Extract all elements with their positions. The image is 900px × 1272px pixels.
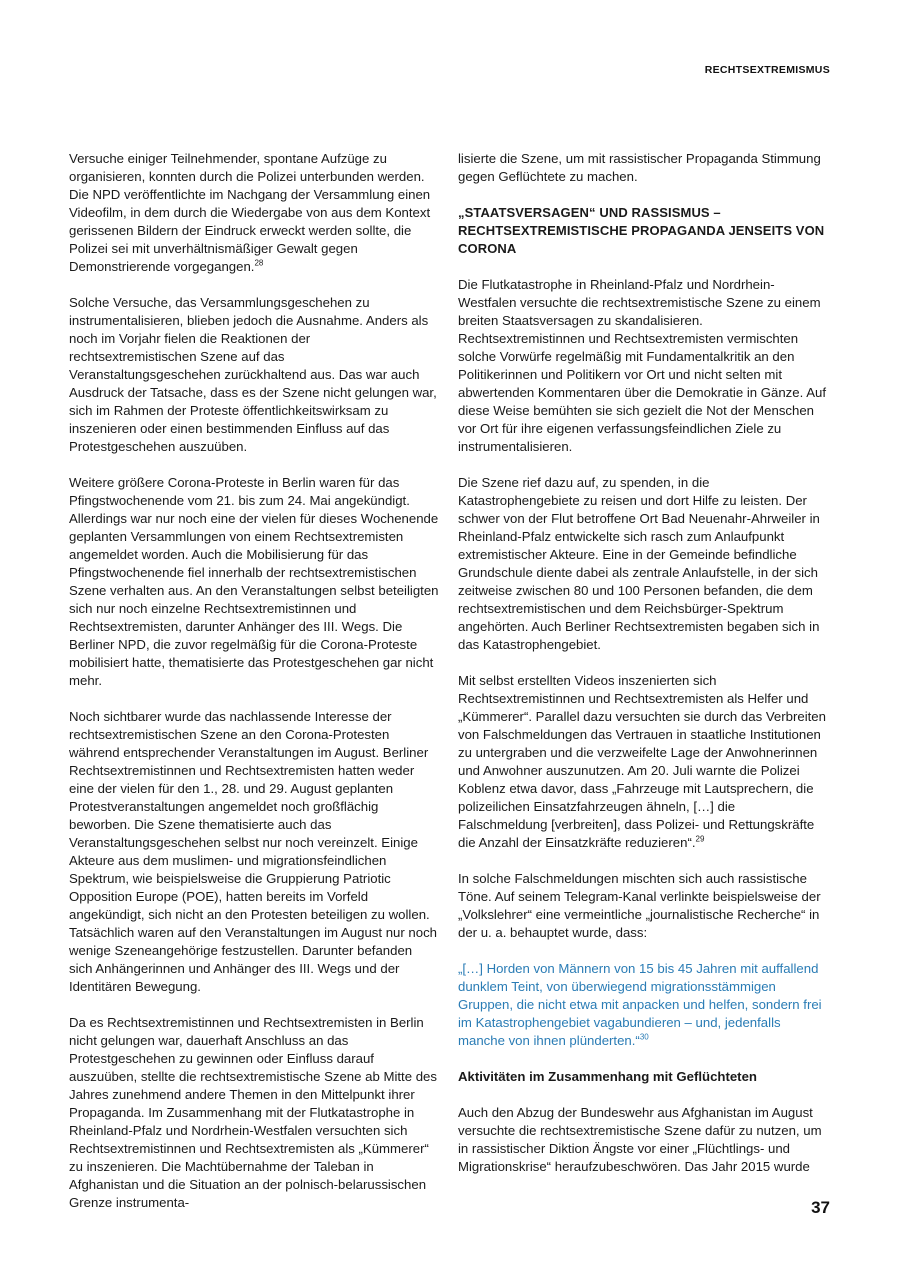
footnote-ref[interactable]: 30 xyxy=(639,1032,649,1042)
paragraph: Da es Rechtsextremistinnen und Rechtsextremisten in Berlin nicht gelungen war, dauerhaft Anschluss an das Protestgeschehen zu gewinnen oder Einfluss darauf auszuüben, stellte die rechtsextremistische Szene ab Mitte des Jahres zunehmend andere Themen in den Mittelpunkt ihrer Propaganda. Im Zusammenhang mit der Flutkatastrophe in Rheinland-Pfalz und Nordrhein-Westfalen versuchten sich Rechtsextremistinnen und Rechtsextremisten als „Kümmerer“ zu inszenieren. Die Machtübernahme der Taleban in Afghanistan und die Situation an der polnisch-belarussischen Grenze instrumenta- xyxy=(69,1015,437,1210)
paragraph: Auch den Abzug der Bundeswehr aus Afghanistan im August versuchte die rechtsextremistische Szene dafür zu nutzen, um in rassistischer Diktion Ängste vor einer „Flüchtlings- und Migrationskrise“ heraufzubeschwören. Das Jahr 2015 wurde xyxy=(458,1105,822,1174)
paragraph: Die Szene rief dazu auf, zu spenden, in die Katastrophengebiete zu reisen und dort Hilfe zu leisten. Der schwer von der Flut betroffene Ort Bad Neuenahr-Ahrweiler in Rheinland-Pfalz entwickelte sich rasch zum Anlaufpunkt extremistischer Akteure. Eine in der Gemeinde befindliche Grundschule diente dabei als zentrale Anlaufstelle, in der sich zeitweise zwischen 80 und 100 Personen befanden, die dem rechtsextremistischen und dem Reichsbürger-Spektrum angehörten. Auch Berliner Rechtsextremisten begaben sich in das Katastrophengebiet. xyxy=(458,475,820,652)
paragraph: Noch sichtbarer wurde das nachlassende Interesse der rechtsextremistischen Szene an den Corona-Protesten während entsprechender Veranstaltungen im August. Berliner Rechtsextremistinnen und Rechtsextremisten hatten weder eine der vielen für den 1., 28. und 29. August geplanten Protestveranstaltungen angemeldet noch großflächig beworben. Die Szene thematisierte auch das Veranstaltungsgeschehen selbst nur noch vereinzelt. Einige Akteure aus dem muslimen- und migrationsfeindlichen Spektrum, wie beispielsweise die Gruppierung Patriotic Opposition Europe (POE), hatten bereits im Vorfeld angekündigt, sich nicht an den Protesten beteiligen zu wollen. Tatsächlich waren auf den Veranstaltungen im August nur noch wenige Szeneangehörige festzustellen. Darunter befanden sich Anhängerinnen und Anhänger des III. Wegs und der Identitären Bewegung. xyxy=(69,709,438,994)
page-number: 37 xyxy=(811,1198,830,1217)
section-heading: „STAATSVERSAGEN“ UND RASSISMUS – RECHTSEXTREMISTISCHE PROPAGANDA JENSEITS VON CORONA xyxy=(458,205,825,256)
paragraph: In solche Falschmeldungen mischten sich auch rassistische Töne. Auf seinem Telegram-Kanal verlinkte beispielsweise der „Volkslehrer“ eine vermeintliche „journalistische Recherche“ in der u. a. behauptet wurde, dass: xyxy=(458,871,821,940)
paragraph: lisierte die Szene, um mit rassistischer Propaganda Stimmung gegen Geflüchtete zu machen. xyxy=(458,151,821,184)
section-header: RECHTSEXTREMISMUS xyxy=(704,64,830,76)
footnote-ref[interactable]: 29 xyxy=(695,834,705,844)
blockquote: „[…] Horden von Männern von 15 bis 45 Jahren mit auffallend dunklem Teint, von überwiegend migrationsstämmigen Gruppen, die nicht etwa mit anpacken und helfen, sondern frei im Katastrophengebiet vagabundieren – und, jedenfalls manche von ihnen plünderten.“$^{30}$ xyxy=(458,961,822,1048)
left-column xyxy=(69,150,439,1230)
right-column xyxy=(458,150,828,1194)
paragraph: Die Flutkatastrophe in Rheinland-Pfalz und Nordrhein-Westfalen versuchte die rechtsextremistische Szene zu einem breiten Staatsversagen zu skandalisieren. Rechtsextremistinnen und Rechtsextremisten vermischten solche Vorwürfe regelmäßig mit Fundamentalkritik an den Politikerinnen und Politikern vor Ort und nicht selten mit abwertenden Kommentaren über die Demokratie in Gänze. Auf diese Weise bemühten sie sich gezielt die Not der Menschen vor Ort für ihre eigenen verfassungsfeindlichen Ziele zu instrumentalisieren. xyxy=(458,277,826,454)
footnote-ref[interactable]: 28 xyxy=(254,258,264,268)
paragraph: Weitere größere Corona-Proteste in Berlin waren für das Pfingstwochenende vom 21. bis zum 24. Mai angekündigt. Allerdings war nur noch eine der vielen für dieses Wochenende geplanten Versammlungen von einem Rechtsextremisten angemeldet worden. Auch die Mobilisierung für das Pfingstwochenende fiel innerhalb der rechtsextremistischen Szene verhalten aus. An den Veranstaltungen selbst beteiligten sich nur noch einzelne Rechtsextremistinnen und Rechtsextremisten, darunter Anhänger des III. Wegs. Die Berliner NPD, die zuvor regelmäßig für die Corona-Proteste mobilisiert hatte, thematisierte das Protestgeschehen gar nicht mehr. xyxy=(69,475,439,688)
paragraph: Mit selbst erstellten Videos inszenierten sich Rechtsextremistinnen und Rechtsextremisten als Helfer und „Kümmerer“. Parallel dazu versuchten sie durch das Verbreiten von Falschmeldungen das Vertrauen in staatliche Institutionen zu untergraben und die verzweifelte Lage der Anwohnerinnen und Anwohner auszunutzen. Am 20. Juli warnte die Polizei Koblenz etwa davor, dass „Fahrzeuge mit Lautsprechern, die polizeilichen Einsatzfahrzeugen ähneln, […] die Falschmeldung [verbreiten], dass Polizei- und Rettungskräfte die Anzahl der Einsatzkräfte reduzieren“.$^{29}$ xyxy=(458,673,826,850)
paragraph: Solche Versuche, das Versammlungsgeschehen zu instrumentalisieren, blieben jedoch die Ausnahme. Anders als noch im Vorjahr fielen die Reaktionen der rechtsextremistischen Szene auf das Veranstaltungsgeschehen zurückhaltend aus. Das war auch Ausdruck der Tatsache, dass es der Szene nicht gelungen war, sich im Rahmen der Proteste öffentlichkeitswirksam zu inszenieren oder einen bestimmenden Einfluss auf das Protestgeschehen auszuüben. xyxy=(69,295,437,454)
paragraph: Versuche einiger Teilnehmender, spontane Aufzüge zu organisieren, konnten durch die Polizei unterbunden werden. Die NPD veröffentlichte im Nachgang der Versammlung einen Videofilm, in dem durch die Wiedergabe von aus dem Kontext gerissenen Bildern der Eindruck erweckt werden sollte, die Polizei sei mit unverhältnismäßiger Gewalt gegen Demonstrierende vorgegangen.$^{28}$ xyxy=(69,151,431,274)
subheading: Aktivitäten im Zusammenhang mit Geflüchteten xyxy=(458,1069,757,1084)
